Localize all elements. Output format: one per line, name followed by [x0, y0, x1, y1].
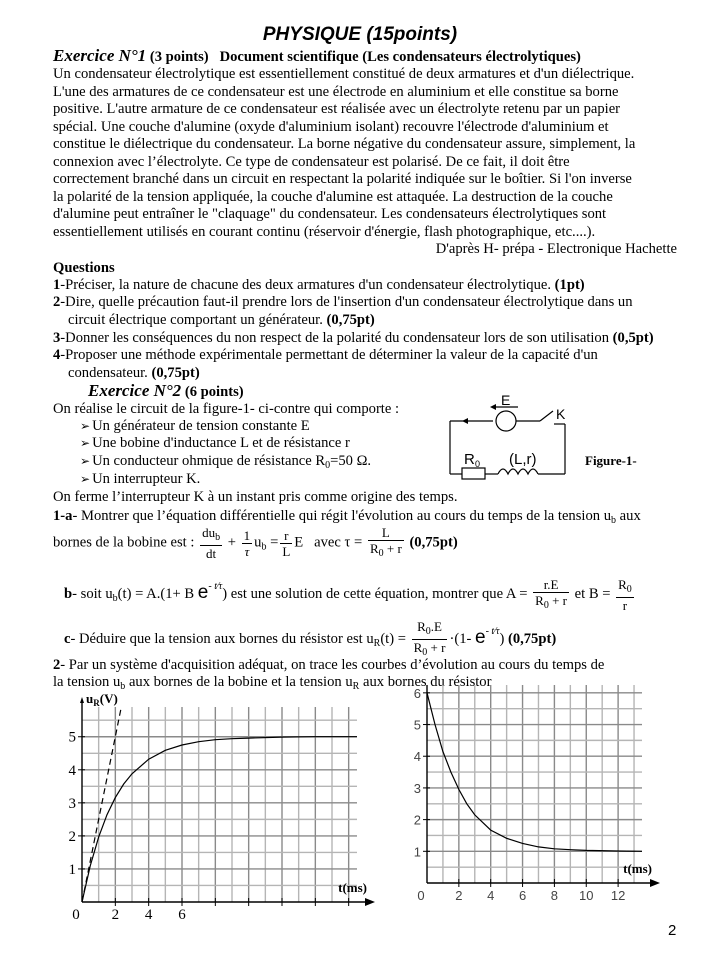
paragraph-line: essentiellement utilisés en courant continu (réservoir d'énergie, flash photographique, etc....).: [53, 224, 596, 240]
y-axis-arrow-icon: [80, 697, 84, 703]
question-text: - Déduire que la tension aux bornes du résistor est u: [70, 631, 374, 647]
eq-term: R: [535, 592, 544, 608]
subscript: b: [112, 593, 118, 604]
questions-heading: Questions: [53, 260, 115, 276]
question-number: 3: [53, 330, 61, 346]
eq-term: R: [417, 619, 426, 635]
fraction-A: [533, 577, 569, 613]
subscript: b: [261, 541, 267, 553]
eq-term: r.E: [533, 577, 569, 593]
eq-term: dt: [206, 546, 217, 561]
x-tick-label: 0: [72, 907, 80, 920]
chart-uR: [55, 685, 375, 920]
eq-term: + r: [383, 541, 402, 556]
y-tick-label: 6: [413, 685, 421, 701]
fraction-dub-dt: [200, 525, 222, 561]
arrow-head-icon: [490, 404, 496, 410]
paragraph-line: positive. L'autre armature de ce condensateur est réalisée avec un électrolyte retenu par un papier: [53, 101, 621, 117]
exponential-e: e: [475, 627, 486, 648]
paragraph-line: spécial. Une couche d'alumine (oxyde d'aluminium isolant) recouvre l'électrode d'aluminium et: [53, 119, 609, 135]
question-text: - Montrer que l’équation différentielle qui régit l'évolution au cours du temps de la tension u: [72, 508, 612, 524]
label-E: E: [501, 392, 511, 408]
paragraph-line: d'alumine peut entraîner le "claquage" du condensateur. Les condensateurs électrolytiques sont: [53, 206, 607, 222]
subscript: 0: [626, 583, 632, 595]
question-number: 2: [53, 657, 61, 673]
y-tick-label: 5: [413, 717, 421, 733]
fraction-tau: [368, 525, 404, 561]
subscript: 0: [325, 460, 331, 471]
coil-Lr: [498, 469, 538, 474]
exercise1-subtitle: Document scientifique (Les condensateurs électrolytiques): [219, 49, 581, 65]
eq-term: + r: [548, 592, 568, 608]
y-tick-label: 4: [413, 749, 421, 765]
subscript: 0: [543, 599, 549, 611]
exponent: - t⁄τ: [208, 581, 223, 592]
exercise1-heading-line: [53, 47, 581, 66]
question-1b: [64, 570, 636, 616]
question-2-cont: [68, 311, 375, 329]
y-tick-label: 2: [68, 828, 76, 845]
question-text: la tension u: [53, 674, 121, 690]
exercise1-heading: Exercice N°1: [53, 46, 147, 65]
exercise2-closing: On ferme l’interrupteur K à un instant pris comme origine des temps.: [53, 489, 458, 505]
arrow-bullet-icon: ➢: [80, 472, 91, 486]
current-arrow-icon: [462, 418, 468, 424]
y-tick-label: 4: [68, 762, 76, 779]
y-axis-label: $u_R(V)$: [86, 691, 118, 708]
figure-caption: Figure-1-: [585, 453, 637, 468]
question-text: aux: [616, 508, 641, 524]
component-text: Un conducteur ohmique de résistance R: [92, 453, 326, 469]
question-text: (t) = A.(1+ B: [117, 586, 198, 602]
paragraph-line: constitue le diélectrique du condensateur. La borne négative du condensateur assure, simplement, la: [53, 136, 636, 152]
x-tick-label: 4: [487, 888, 495, 903]
question-1: [53, 276, 585, 294]
exercise1-points: (3 points): [149, 49, 209, 65]
eq-operator: +: [227, 534, 236, 551]
arrow-bullet-icon: ➢: [80, 454, 91, 468]
question-text: - soit u: [72, 586, 113, 602]
question-number: 2: [53, 294, 61, 310]
eq-operator: =: [270, 534, 279, 551]
eq-term: r: [280, 528, 292, 544]
subscript: b: [611, 515, 617, 526]
y-tick-label: 2: [413, 812, 421, 828]
switch-K: [540, 411, 553, 421]
arrow-bullet-icon: ➢: [80, 419, 91, 433]
question-text: aux bornes de la bobine et la tension u: [125, 674, 353, 690]
fraction-1-tau: [242, 528, 253, 559]
component-text: Un interrupteur K.: [92, 471, 201, 487]
label-R0: R: [464, 451, 475, 468]
eq-term: 1: [243, 527, 251, 543]
x-tick-label: 6: [178, 907, 186, 920]
exponent: - t⁄τ: [485, 626, 500, 637]
x-tick-label: 8: [550, 888, 559, 903]
eq-term: τ: [244, 543, 250, 559]
x-axis-label: t(ms): [623, 861, 652, 876]
paragraph-line: correctement branché dans un circuit en respectant la polarité indiquée sur le boîtier. Si l'on inverse: [53, 171, 632, 187]
component-text: Un générateur de tension constante E: [92, 418, 310, 434]
exponential-e: e: [197, 582, 209, 603]
question-text: ): [499, 631, 508, 647]
eq-term: R: [618, 576, 627, 592]
eq-term: L: [282, 543, 291, 559]
question-points: (0,75pt): [151, 365, 200, 381]
y-tick-label: 1: [68, 861, 76, 878]
question-text: - Par un système d'acquisition adéquat, on trace les courbes d’évolution au cours du temps de: [60, 657, 605, 673]
chart-ub: [395, 685, 670, 930]
eq-term: R: [413, 640, 423, 656]
eq-term: R: [369, 541, 379, 556]
component-item: [80, 418, 310, 435]
subscript: 0: [425, 626, 431, 638]
exercise2-heading-line: [88, 382, 244, 401]
subscript: 0: [422, 647, 428, 659]
question-points: (0,75pt): [326, 312, 375, 328]
paragraph-line: connexion avec l’électrolyte. Ce type de condensateur est polarisé. De ce fait, il doit être: [53, 154, 570, 170]
question-text: condensateur.: [68, 365, 152, 381]
label-K: K: [556, 406, 566, 422]
component-item: [80, 453, 371, 471]
page-number: 2: [668, 922, 677, 939]
y-tick-label: 5: [68, 729, 76, 746]
subscript: 0: [378, 548, 384, 559]
differential-equation: [53, 525, 458, 564]
question-text: et B =: [571, 586, 611, 602]
eq-term: u: [254, 534, 262, 551]
fraction-r-L: [280, 528, 292, 559]
x-tick-label: 2: [455, 888, 463, 903]
circuit-figure: [440, 388, 670, 484]
source-citation: D'après H- prépa - Electronique Hachette: [435, 241, 677, 257]
x-tick-label: 12: [610, 888, 626, 903]
fraction-uR: [412, 619, 448, 660]
question-text: -Proposer une méthode expérimentale permettant de déterminer la valeur de la capacité d'un: [60, 347, 598, 363]
question-points: (1pt): [554, 277, 585, 293]
question-2: [53, 293, 633, 311]
component-text: Une bobine d'inductance L et de résistance r: [92, 435, 350, 451]
question-text: ·(1-: [449, 631, 475, 647]
subscript: R: [352, 681, 360, 692]
eq-term: .E: [430, 619, 442, 635]
question-1c: [64, 615, 556, 661]
question-4: [53, 346, 598, 364]
question-number: 1: [53, 277, 61, 293]
x-axis-arrow-icon: [650, 879, 660, 887]
x-tick-label: 2: [111, 907, 120, 920]
question-3: [53, 329, 654, 347]
question-4-cont: [68, 364, 200, 382]
x-tick-label: 0: [417, 888, 425, 903]
label-coil: (L,r): [509, 451, 537, 468]
x-tick-label: 4: [144, 907, 153, 920]
eq-term: + r: [427, 640, 446, 656]
question-text: bornes de la bobine est :: [53, 534, 199, 551]
subscript: R: [373, 638, 381, 649]
eq-text: avec τ =: [314, 534, 363, 551]
generator-symbol: [496, 411, 516, 431]
label-R0-sub: 0: [475, 459, 481, 469]
question-number: 1: [53, 508, 61, 524]
y-tick-label: 3: [413, 780, 421, 796]
question-text: circuit électrique comportant un générateur.: [68, 312, 327, 328]
question-text: -Donner les conséquences du non respect de la polarité du condensateur lors de son utilisation: [60, 330, 613, 346]
exercise2-points: (6 points): [184, 384, 244, 400]
subscript: b: [120, 681, 126, 692]
question-letter: c: [64, 631, 71, 647]
exercise2-intro: On réalise le circuit de la figure-1- ci-contre qui comporte :: [53, 401, 400, 417]
fraction-B: [616, 577, 634, 613]
x-axis-label: t(ms): [338, 880, 367, 895]
y-tick-label: 3: [68, 795, 76, 812]
question-text: ) est une solution de cette équation, montrer que A =: [222, 586, 532, 602]
question-number: 4: [53, 347, 61, 363]
question-points: (0,5pt): [612, 330, 654, 346]
question-text: -Préciser, la nature de chacune des deux armatures d'un condensateur électrolytique.: [60, 277, 555, 293]
arrow-bullet-icon: ➢: [80, 436, 91, 450]
question-text: -Dire, quelle précaution faut-il prendre lors de l'insertion d'un condensateur électrolytique dans un: [60, 294, 633, 310]
question-points: (0,75pt): [507, 631, 557, 647]
x-tick-label: 6: [518, 888, 527, 903]
eq-term: E: [294, 534, 304, 551]
paragraph-line: L'une des armatures de ce condensateur est une électrode en aluminium et elle constitue sa borne: [53, 84, 619, 100]
component-value: =50 Ω.: [330, 453, 372, 469]
question-letter: -a: [60, 508, 73, 524]
resistor-R0: [462, 468, 485, 479]
page-title: PHYSIQUE (15points): [262, 24, 458, 45]
question-text: (t) =: [380, 631, 406, 647]
x-tick-label: 10: [579, 888, 594, 903]
paragraph-line: la polarité de la tension appliquée, la couche d'alumine est attaquée. La destruction de la couche: [53, 189, 613, 205]
eq-term: L: [368, 525, 404, 541]
component-item: [80, 471, 200, 488]
y-tick-label: 1: [413, 844, 421, 860]
eq-term: r: [622, 597, 628, 613]
question-letter: b: [64, 586, 73, 602]
component-item: [80, 435, 350, 452]
question-text: aux bornes du résistor: [359, 674, 492, 690]
question-2-ex2: [53, 656, 604, 674]
eq-term: du: [202, 525, 216, 540]
exercise2-heading: Exercice N°2: [88, 381, 182, 400]
x-axis-arrow-icon: [365, 898, 375, 906]
subscript: b: [215, 532, 221, 543]
paragraph-line: Un condensateur électrolytique est essentiellement constitué de deux armatures et d'un diélectrique.: [53, 66, 635, 82]
question-points: (0,75pt): [409, 534, 458, 551]
